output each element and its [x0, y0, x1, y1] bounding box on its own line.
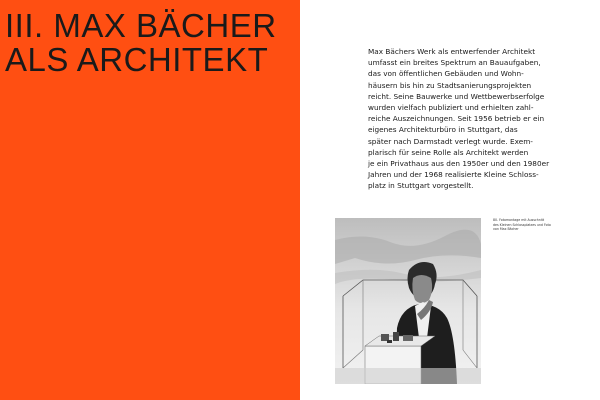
body-line: später nach Darmstadt verlegt wurde. Exem-	[368, 136, 533, 146]
figure-face	[412, 275, 432, 303]
body-line: je ein Privathaus aus den 1950er und den 1980er	[368, 159, 550, 169]
model-building	[387, 340, 392, 343]
body-line: umfasst ein breites Spektrum an Bauaufgaben,	[368, 58, 541, 68]
body-line: Max Bächers Werk als entwerfender Architekt	[368, 47, 536, 56]
body-line: das von öffentlichen Gebäuden und Wohn-	[368, 69, 524, 79]
body-line: wurden vielfach publiziert und erhielten zahl-	[368, 103, 534, 113]
chapter-title	[5, 9, 277, 77]
body-line: platz in Stuttgart vorgestellt.	[368, 181, 474, 191]
chapter-title-line-2: ALS ARCHITEKT	[5, 41, 269, 78]
photomontage-drawing	[335, 218, 481, 384]
model-building	[381, 334, 389, 341]
ground	[335, 368, 481, 384]
photomontage-image	[335, 218, 481, 384]
body-line: reiche Auszeichnungen. Seit 1956 betrieb er ein	[368, 114, 545, 124]
chapter-title-line-1: III. MAX BÄCHER	[5, 7, 277, 44]
body-line: reicht. Seine Bauwerke und Wettbewerbserfolge	[368, 91, 545, 101]
body-line: Jahren und der 1968 realisierte Kleine Schloss-	[368, 170, 539, 180]
body-line: häusern bis hin zu Stadtsanierungsprojekten	[368, 80, 532, 90]
body-text	[368, 46, 594, 192]
right-page	[300, 0, 600, 400]
caption-line: des Kleinen Schlossplatzes und Foto	[493, 222, 551, 227]
caption-line: von Max Bächer	[493, 227, 519, 232]
image-caption	[493, 218, 563, 232]
model-building	[393, 332, 399, 341]
model-building	[403, 335, 413, 341]
body-line: plarisch für seine Rolle als Architekt werden	[368, 147, 529, 157]
caption-line: 80. Fotomontage mit Ausschnitt	[493, 218, 545, 222]
body-line: eigenes Architekturbüro in Stuttgart, das	[368, 125, 518, 135]
